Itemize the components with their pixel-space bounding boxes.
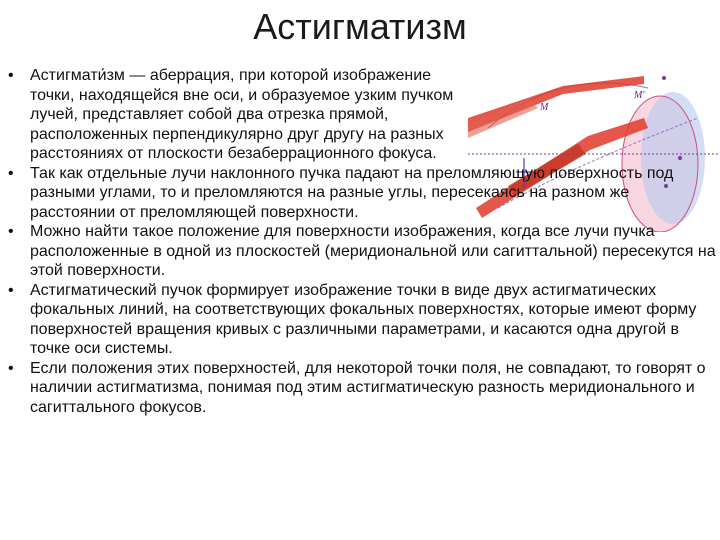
label-m1: M'	[634, 90, 645, 101]
bullet-dot: •	[8, 67, 14, 84]
bullet-text: Астигмати́зм — аберрация, при которой изображение точки, находящейся вне оси, и образуемое узким пучком лучей, представляет собой два отрезка прямой, расположенных перпендикулярно друг другу на разных расстояниях от плоскости безаберрационного фокуса.	[30, 67, 454, 162]
bullet-text: Так как отдельные лучи наклонного пучка падают на преломляющую поверхность под разными углами, то и преломляются на разные углы, пересекаясь на разном же расстоянии от преломляющей поверхности.	[30, 164, 674, 221]
bullet-list	[8, 66, 716, 417]
bullet-item	[8, 222, 716, 281]
bullet-text: Если положения этих поверхностей, для некоторой точки поля, не совпадают, то говорят о наличии астигматизма, понимая под этим астигматическую разность меридионального и сагиттального фокусов.	[30, 359, 706, 416]
bullet-item	[8, 66, 470, 164]
bullet-item	[8, 164, 716, 223]
bullet-dot: •	[8, 223, 14, 240]
slide-title: Астигматизм	[253, 6, 467, 47]
bullet-dot: •	[8, 359, 14, 377]
bullet-text: Можно найти такое положение для поверхности изображения, когда все лучи пучка расположенные в одной из плоскостей (меридиональной или сагиттальной) пересекутся на этой поверхности.	[30, 223, 716, 279]
bullet-dot: •	[8, 281, 14, 299]
bullet-dot: •	[8, 164, 14, 182]
label-m: M	[540, 102, 549, 113]
bullet-item	[8, 281, 716, 359]
bullet-text: Астигматический пучок формирует изображение точки в виде двух астигматических фокальных линий, на соответствующих фокальных поверхностях, которые имеют форму поверхностей вращения кривых с различными параметрами, и касаются одна другой в точке оси системы.	[30, 281, 697, 357]
bullet-item	[8, 359, 716, 418]
